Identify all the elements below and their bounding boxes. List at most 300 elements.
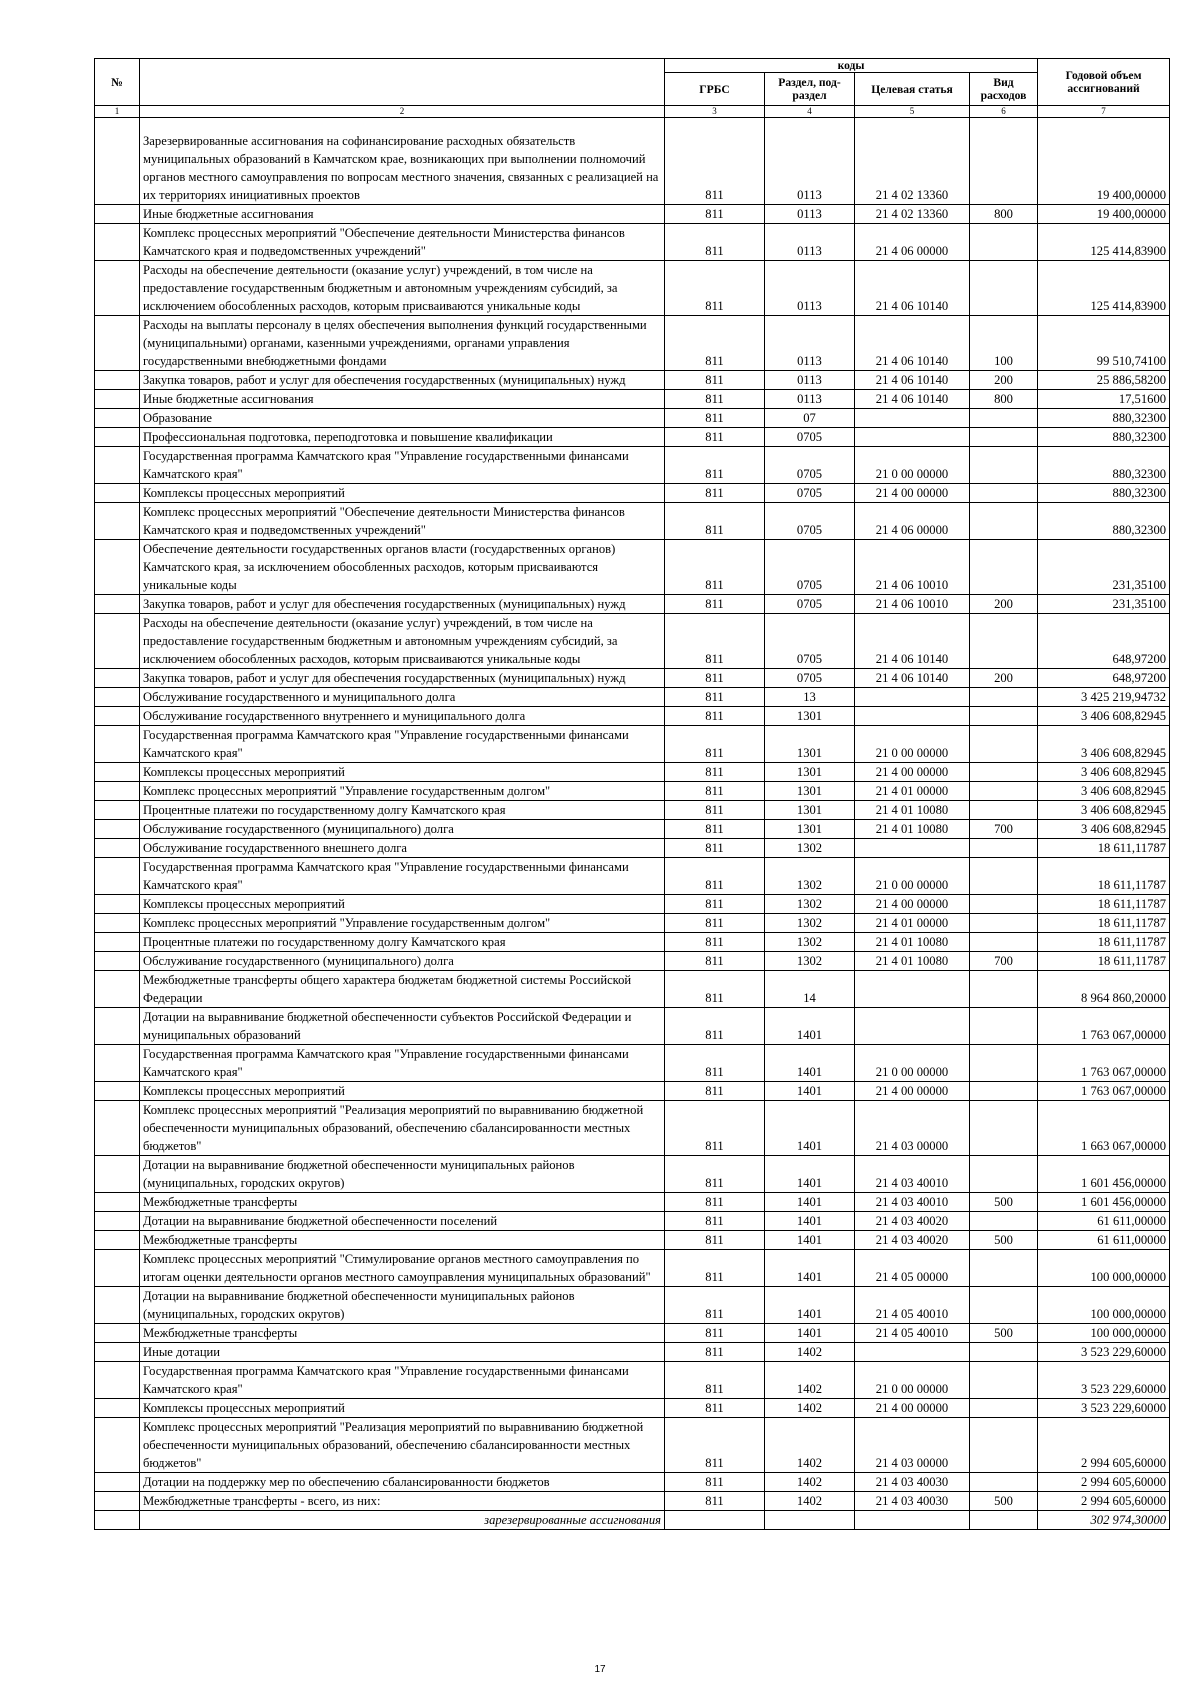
row-razdel: 1301: [765, 707, 855, 726]
row-number: [95, 540, 140, 595]
row-grbs: 811: [665, 839, 765, 858]
table-row: [95, 952, 1170, 971]
row-razdel: 1301: [765, 820, 855, 839]
row-name: Межбюджетные трансферты: [140, 1324, 665, 1343]
column-number: 1: [95, 106, 140, 118]
row-expense-type: 200: [970, 371, 1038, 390]
table-row: [95, 1082, 1170, 1101]
row-target-article: 21 4 03 40030: [855, 1492, 970, 1511]
row-name: Государственная программа Камчатского края "Управление государственными финансами Камчатского края": [140, 1362, 665, 1399]
table-row: [95, 1492, 1170, 1511]
row-name: Закупка товаров, работ и услуг для обеспечения государственных (муниципальных) нужд: [140, 595, 665, 614]
row-name: Обслуживание государственного внешнего долга: [140, 839, 665, 858]
row-expense-type: [970, 839, 1038, 858]
row-grbs: 811: [665, 1343, 765, 1362]
column-number: 4: [765, 106, 855, 118]
row-razdel: 1402: [765, 1343, 855, 1362]
row-name: Дотации на выравнивание бюджетной обеспеченности поселений: [140, 1212, 665, 1231]
row-target-article: 21 4 06 10140: [855, 371, 970, 390]
row-grbs: 811: [665, 1082, 765, 1101]
row-number: [95, 858, 140, 895]
row-grbs: 811: [665, 801, 765, 820]
row-number: [95, 952, 140, 971]
row-number: [95, 1082, 140, 1101]
row-annual-amount: 99 510,74100: [1038, 316, 1170, 371]
row-expense-type: [970, 1511, 1038, 1530]
row-expense-type: [970, 1156, 1038, 1193]
row-razdel: 1301: [765, 782, 855, 801]
table-row: [95, 763, 1170, 782]
row-expense-type: [970, 707, 1038, 726]
row-annual-amount: 648,97200: [1038, 669, 1170, 688]
row-name: Дотации на выравнивание бюджетной обеспеченности муниципальных районов (муниципальных, городских округов): [140, 1287, 665, 1324]
row-expense-type: [970, 1008, 1038, 1045]
row-number: [95, 595, 140, 614]
row-name: Комплекс процессных мероприятий "Управление государственным долгом": [140, 914, 665, 933]
row-grbs: 811: [665, 409, 765, 428]
row-annual-amount: 1 663 067,00000: [1038, 1101, 1170, 1156]
row-target-article: 21 4 03 40010: [855, 1193, 970, 1212]
row-number: [95, 688, 140, 707]
row-name: Комплекс процессных мероприятий "Обеспечение деятельности Министерства финансов Камчатского края и подведомственных учреждений": [140, 503, 665, 540]
budget-allocations-table: [94, 58, 1170, 1530]
row-target-article: 21 4 05 40010: [855, 1324, 970, 1343]
table-row: [95, 1212, 1170, 1231]
row-razdel: [765, 1511, 855, 1530]
row-razdel: 1302: [765, 914, 855, 933]
row-grbs: 811: [665, 1399, 765, 1418]
row-name: Образование: [140, 409, 665, 428]
row-grbs: 811: [665, 820, 765, 839]
table-row: [95, 1473, 1170, 1492]
table-row: [95, 1008, 1170, 1045]
row-razdel: 0705: [765, 503, 855, 540]
row-annual-amount: 880,32300: [1038, 409, 1170, 428]
row-expense-type: [970, 447, 1038, 484]
row-razdel: 1401: [765, 1082, 855, 1101]
column-numbers-row: [95, 106, 1170, 118]
row-number: [95, 914, 140, 933]
row-razdel: 0705: [765, 428, 855, 447]
table-row-reserved: [95, 1511, 1170, 1530]
row-grbs: 811: [665, 1418, 765, 1473]
row-expense-type: [970, 688, 1038, 707]
row-grbs: 811: [665, 261, 765, 316]
row-grbs: 811: [665, 763, 765, 782]
row-annual-amount: 1 763 067,00000: [1038, 1082, 1170, 1101]
table-row: [95, 1101, 1170, 1156]
row-target-article: 21 4 02 13360: [855, 132, 970, 205]
table-row: [95, 205, 1170, 224]
row-expense-type: 500: [970, 1492, 1038, 1511]
table-row: [95, 1231, 1170, 1250]
row-grbs: 811: [665, 688, 765, 707]
row-grbs: 811: [665, 1156, 765, 1193]
row-name: Процентные платежи по государственному долгу Камчатского края: [140, 801, 665, 820]
row-annual-amount: 3 406 608,82945: [1038, 782, 1170, 801]
row-annual-amount: 880,32300: [1038, 447, 1170, 484]
row-number: [95, 1212, 140, 1231]
row-name: Государственная программа Камчатского края "Управление государственными финансами Камчатского края": [140, 1045, 665, 1082]
row-target-article: 21 4 01 10080: [855, 952, 970, 971]
row-annual-amount: 3 406 608,82945: [1038, 763, 1170, 782]
row-grbs: 811: [665, 540, 765, 595]
row-annual-amount: 18 611,11787: [1038, 933, 1170, 952]
row-expense-type: [970, 1082, 1038, 1101]
row-annual-amount: 18 611,11787: [1038, 839, 1170, 858]
row-target-article: [855, 1008, 970, 1045]
row-number: [95, 1399, 140, 1418]
row-name: Обеспечение деятельности государственных органов власти (государственных органов) Камчатского края, за исключением обособленных расходов, которым присваиваются уникальные коды: [140, 540, 665, 595]
row-name: Расходы на выплаты персоналу в целях обеспечения выполнения функций государственными (муниципальными) органами, казенными учреждениями, органами управления государственными внебюджетными фондами: [140, 316, 665, 371]
row-annual-amount: 8 964 860,20000: [1038, 971, 1170, 1008]
row-expense-type: [970, 914, 1038, 933]
row-name: Иные дотации: [140, 1343, 665, 1362]
table-row: [95, 1418, 1170, 1473]
row-expense-type: 500: [970, 1324, 1038, 1343]
table-row: [95, 447, 1170, 484]
row-name: Обслуживание государственного и муниципального долга: [140, 688, 665, 707]
row-target-article: 21 0 00 00000: [855, 1362, 970, 1399]
row-annual-amount: 18 611,11787: [1038, 914, 1170, 933]
row-razdel: 1401: [765, 1287, 855, 1324]
row-grbs: 811: [665, 614, 765, 669]
row-expense-type: 500: [970, 1231, 1038, 1250]
row-expense-type: [970, 933, 1038, 952]
row-annual-amount: 231,35100: [1038, 595, 1170, 614]
row-grbs: 811: [665, 914, 765, 933]
row-grbs: 811: [665, 1250, 765, 1287]
header-annual: Годовой объем ассигнований: [1038, 59, 1170, 106]
row-name: Обслуживание государственного внутреннего и муниципального долга: [140, 707, 665, 726]
row-expense-type: [970, 782, 1038, 801]
row-grbs: 811: [665, 1193, 765, 1212]
row-razdel: 1401: [765, 1324, 855, 1343]
row-expense-type: [970, 224, 1038, 261]
row-grbs: 811: [665, 1473, 765, 1492]
row-razdel: 1301: [765, 801, 855, 820]
row-name: Комплексы процессных мероприятий: [140, 763, 665, 782]
header-name-blank: [140, 59, 665, 106]
row-razdel: 13: [765, 688, 855, 707]
table-row: [95, 390, 1170, 409]
row-target-article: 21 4 03 40030: [855, 1473, 970, 1492]
row-target-article: 21 4 00 00000: [855, 763, 970, 782]
row-name: Государственная программа Камчатского края "Управление государственными финансами Камчатского края": [140, 858, 665, 895]
row-name: Комплексы процессных мероприятий: [140, 1082, 665, 1101]
row-number: [95, 1045, 140, 1082]
page-number: 17: [594, 1664, 606, 1675]
row-expense-type: [970, 801, 1038, 820]
row-annual-amount: 18 611,11787: [1038, 858, 1170, 895]
row-annual-amount: 3 406 608,82945: [1038, 801, 1170, 820]
row-name: Комплекс процессных мероприятий "Реализация мероприятий по выравниванию бюджетной обеспеченности муниципальных образований, обеспечению сбалансированности местных бюджетов": [140, 1101, 665, 1156]
row-target-article: 21 4 06 10010: [855, 540, 970, 595]
row-number: [95, 839, 140, 858]
table-row: [95, 801, 1170, 820]
row-expense-type: [970, 484, 1038, 503]
row-target-article: 21 4 01 10080: [855, 933, 970, 952]
row-expense-type: [970, 1287, 1038, 1324]
row-grbs: 811: [665, 371, 765, 390]
row-name: Закупка товаров, работ и услуг для обеспечения государственных (муниципальных) нужд: [140, 371, 665, 390]
row-target-article: [855, 428, 970, 447]
row-expense-type: [970, 540, 1038, 595]
row-number: [95, 1250, 140, 1287]
row-number: [95, 1008, 140, 1045]
row-grbs: [665, 1511, 765, 1530]
row-number: [95, 933, 140, 952]
row-razdel: 1401: [765, 1101, 855, 1156]
row-target-article: 21 4 06 00000: [855, 224, 970, 261]
row-grbs: 811: [665, 1212, 765, 1231]
table-row: [95, 1324, 1170, 1343]
table-row: [95, 595, 1170, 614]
header-csr: Целевая статья: [855, 73, 970, 106]
row-name: Комплекс процессных мероприятий "Управление государственным долгом": [140, 782, 665, 801]
row-razdel: 1302: [765, 933, 855, 952]
row-annual-amount: 2 994 605,60000: [1038, 1418, 1170, 1473]
table-row: [95, 858, 1170, 895]
row-annual-amount: 3 523 229,60000: [1038, 1343, 1170, 1362]
row-name: Дотации на выравнивание бюджетной обеспеченности субъектов Российской Федерации и муниципальных образований: [140, 1008, 665, 1045]
row-grbs: 811: [665, 858, 765, 895]
row-number: [95, 1418, 140, 1473]
row-number: [95, 261, 140, 316]
row-target-article: 21 4 01 00000: [855, 782, 970, 801]
row-annual-amount: 880,32300: [1038, 503, 1170, 540]
table-row: [95, 914, 1170, 933]
row-name: Государственная программа Камчатского края "Управление государственными финансами Камчатского края": [140, 447, 665, 484]
table-row: [95, 707, 1170, 726]
row-grbs: 811: [665, 224, 765, 261]
row-number: [95, 1287, 140, 1324]
row-razdel: 0705: [765, 614, 855, 669]
row-name: Государственная программа Камчатского края "Управление государственными финансами Камчатского края": [140, 726, 665, 763]
table-row: [95, 540, 1170, 595]
row-grbs: 811: [665, 1231, 765, 1250]
row-expense-type: 200: [970, 669, 1038, 688]
row-name: Комплексы процессных мероприятий: [140, 484, 665, 503]
row-expense-type: [970, 1343, 1038, 1362]
row-razdel: 1401: [765, 1008, 855, 1045]
row-annual-amount: 18 611,11787: [1038, 895, 1170, 914]
row-annual-amount: 2 994 605,60000: [1038, 1473, 1170, 1492]
row-grbs: 811: [665, 669, 765, 688]
row-grbs: 811: [665, 390, 765, 409]
row-number: [95, 971, 140, 1008]
row-target-article: 21 4 03 00000: [855, 1418, 970, 1473]
row-razdel: 1302: [765, 952, 855, 971]
row-expense-type: [970, 858, 1038, 895]
row-razdel: 0113: [765, 261, 855, 316]
row-expense-type: 800: [970, 205, 1038, 224]
row-annual-amount: 3 523 229,60000: [1038, 1399, 1170, 1418]
row-number: [95, 1324, 140, 1343]
table-row: [95, 669, 1170, 688]
row-annual-amount: 17,51600: [1038, 390, 1170, 409]
row-target-article: 21 4 00 00000: [855, 1082, 970, 1101]
row-target-article: [855, 1511, 970, 1530]
row-razdel: 07: [765, 409, 855, 428]
row-name: Межбюджетные трансферты - всего, из них:: [140, 1492, 665, 1511]
row-number: [95, 1511, 140, 1530]
row-name: Профессиональная подготовка, переподготовка и повышение квалификации: [140, 428, 665, 447]
table-row: [95, 614, 1170, 669]
row-number: [95, 484, 140, 503]
row-number: [95, 316, 140, 371]
row-number: [95, 1492, 140, 1511]
row-expense-type: [970, 1045, 1038, 1082]
row-expense-type: 800: [970, 390, 1038, 409]
row-target-article: 21 4 03 40020: [855, 1212, 970, 1231]
row-grbs: 811: [665, 1045, 765, 1082]
row-grbs: 811: [665, 428, 765, 447]
row-target-article: 21 4 01 10080: [855, 801, 970, 820]
table-row: [95, 428, 1170, 447]
row-annual-amount: 1 601 456,00000: [1038, 1156, 1170, 1193]
row-number: [95, 614, 140, 669]
row-number: [95, 132, 140, 205]
row-annual-amount: 1 601 456,00000: [1038, 1193, 1170, 1212]
row-target-article: 21 4 01 10080: [855, 820, 970, 839]
row-razdel: 0705: [765, 595, 855, 614]
row-name: Межбюджетные трансферты: [140, 1193, 665, 1212]
row-annual-amount: 880,32300: [1038, 428, 1170, 447]
row-expense-type: 100: [970, 316, 1038, 371]
row-name: Иные бюджетные ассигнования: [140, 390, 665, 409]
row-expense-type: [970, 614, 1038, 669]
row-target-article: 21 4 00 00000: [855, 895, 970, 914]
row-grbs: 811: [665, 447, 765, 484]
row-annual-amount: 19 400,00000: [1038, 132, 1170, 205]
row-annual-amount: 3 406 608,82945: [1038, 707, 1170, 726]
table-row: [95, 1193, 1170, 1212]
row-razdel: 1401: [765, 1193, 855, 1212]
row-grbs: 811: [665, 971, 765, 1008]
row-name: Межбюджетные трансферты общего характера бюджетам бюджетной системы Российской Федерации: [140, 971, 665, 1008]
table-row: [95, 484, 1170, 503]
row-target-article: [855, 707, 970, 726]
row-name: Иные бюджетные ассигнования: [140, 205, 665, 224]
row-target-article: [855, 971, 970, 1008]
row-grbs: 811: [665, 1492, 765, 1511]
row-name: Обслуживание государственного (муниципального) долга: [140, 820, 665, 839]
row-grbs: 811: [665, 1324, 765, 1343]
row-annual-amount: 100 000,00000: [1038, 1287, 1170, 1324]
table-row: [95, 224, 1170, 261]
row-razdel: 1401: [765, 1231, 855, 1250]
row-razdel: 1401: [765, 1045, 855, 1082]
row-number: [95, 1193, 140, 1212]
row-expense-type: [970, 895, 1038, 914]
table-row: [95, 1362, 1170, 1399]
row-name: Комплексы процессных мероприятий: [140, 1399, 665, 1418]
row-expense-type: [970, 1250, 1038, 1287]
row-target-article: 21 0 00 00000: [855, 1045, 970, 1082]
row-annual-amount: 880,32300: [1038, 484, 1170, 503]
table-row: [95, 688, 1170, 707]
row-target-article: 21 4 06 10140: [855, 669, 970, 688]
row-razdel: 1302: [765, 839, 855, 858]
table-row: [95, 409, 1170, 428]
row-razdel: 1302: [765, 858, 855, 895]
row-annual-amount: 19 400,00000: [1038, 205, 1170, 224]
column-number: 7: [1038, 106, 1170, 118]
row-expense-type: [970, 1362, 1038, 1399]
row-expense-type: [970, 1212, 1038, 1231]
row-number: [95, 447, 140, 484]
row-expense-type: [970, 1399, 1038, 1418]
row-expense-type: 700: [970, 820, 1038, 839]
row-target-article: 21 4 01 00000: [855, 914, 970, 933]
row-expense-type: [970, 503, 1038, 540]
row-number: [95, 1101, 140, 1156]
row-annual-amount: 25 886,58200: [1038, 371, 1170, 390]
column-number: 3: [665, 106, 765, 118]
table-row: [95, 820, 1170, 839]
reserved-amount: 302 974,30000: [1038, 1511, 1170, 1530]
table-row: [95, 261, 1170, 316]
row-target-article: 21 4 06 10140: [855, 614, 970, 669]
row-razdel: 1402: [765, 1399, 855, 1418]
row-expense-type: [970, 132, 1038, 205]
row-annual-amount: 61 611,00000: [1038, 1212, 1170, 1231]
row-name: Комплекс процессных мероприятий "Стимулирование органов местного самоуправления по итогам оценки деятельности органов местного самоуправления муниципальных образований": [140, 1250, 665, 1287]
row-razdel: 0113: [765, 224, 855, 261]
row-number: [95, 1156, 140, 1193]
table-row: [95, 895, 1170, 914]
row-grbs: 811: [665, 595, 765, 614]
row-target-article: 21 4 06 00000: [855, 503, 970, 540]
row-target-article: 21 4 06 10140: [855, 390, 970, 409]
row-number: [95, 409, 140, 428]
row-annual-amount: 61 611,00000: [1038, 1231, 1170, 1250]
row-grbs: 811: [665, 205, 765, 224]
row-expense-type: [970, 261, 1038, 316]
row-name: Межбюджетные трансферты: [140, 1231, 665, 1250]
row-razdel: 0113: [765, 316, 855, 371]
row-annual-amount: 3 523 229,60000: [1038, 1362, 1170, 1399]
header-codes: коды: [665, 59, 1038, 73]
row-grbs: 811: [665, 707, 765, 726]
row-annual-amount: 1 763 067,00000: [1038, 1008, 1170, 1045]
row-annual-amount: 2 994 605,60000: [1038, 1492, 1170, 1511]
row-expense-type: [970, 409, 1038, 428]
row-razdel: 1401: [765, 1250, 855, 1287]
row-expense-type: 500: [970, 1193, 1038, 1212]
column-number: 2: [140, 106, 665, 118]
row-number: [95, 1343, 140, 1362]
row-target-article: 21 0 00 00000: [855, 726, 970, 763]
row-razdel: 14: [765, 971, 855, 1008]
row-target-article: 21 0 00 00000: [855, 447, 970, 484]
row-razdel: 0113: [765, 205, 855, 224]
row-name: Зарезервированные ассигнования на софинансирование расходных обязательств муниципальных образований в Камчатском крае, возникающих при выполнении полномочий органов местного самоуправления по вопросам местного значения, связанных с реализацией на их территориях инициативных проектов: [140, 132, 665, 205]
row-name: Расходы на обеспечение деятельности (оказание услуг) учреждений, в том числе на предоставление государственным бюджетным и автономным учреждениям субсидий, за исключением обособленных расходов, которым присваиваются уникальные коды: [140, 614, 665, 669]
row-razdel: 0113: [765, 132, 855, 205]
row-target-article: [855, 839, 970, 858]
row-number: [95, 669, 140, 688]
row-name: Обслуживание государственного (муниципального) долга: [140, 952, 665, 971]
row-expense-type: [970, 763, 1038, 782]
row-target-article: [855, 409, 970, 428]
row-razdel: 1402: [765, 1362, 855, 1399]
header-razdel: Раздел, под-раздел: [765, 73, 855, 106]
row-grbs: 811: [665, 1008, 765, 1045]
row-razdel: 1402: [765, 1418, 855, 1473]
row-name: Комплекс процессных мероприятий "Обеспечение деятельности Министерства финансов Камчатского края и подведомственных учреждений": [140, 224, 665, 261]
